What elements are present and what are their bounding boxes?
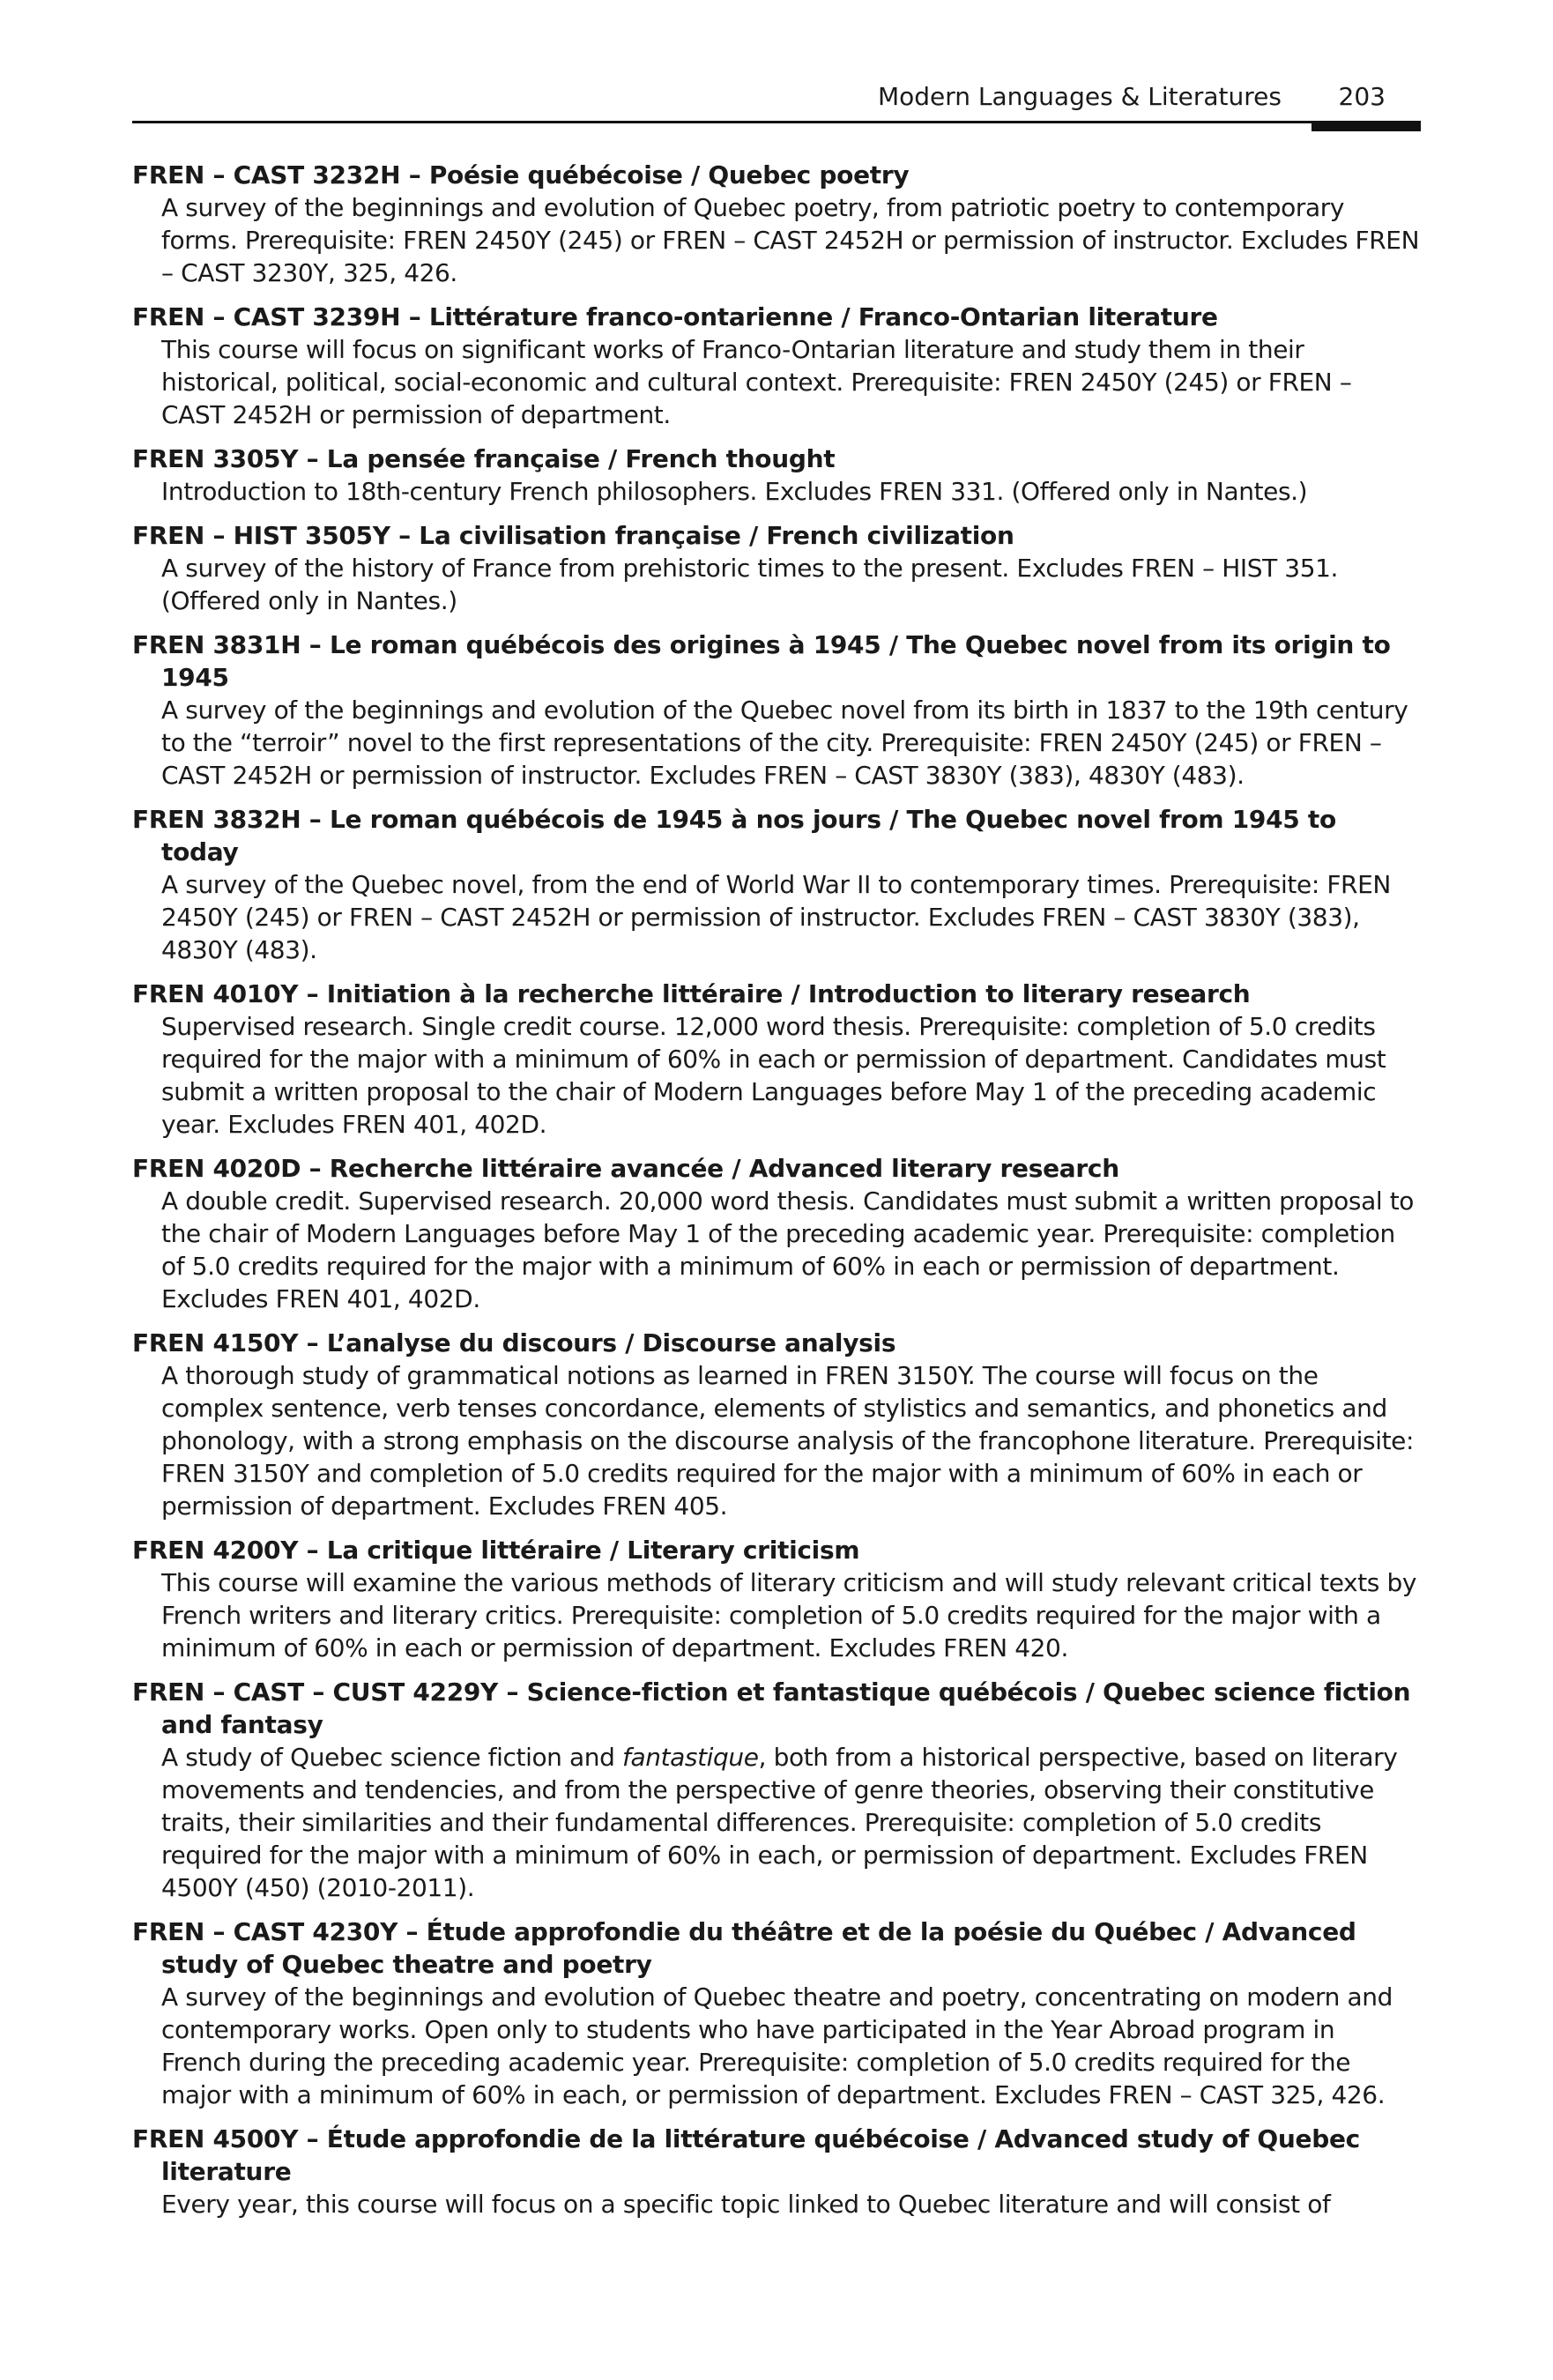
page-header — [132, 81, 1421, 123]
course-entry — [132, 2123, 1421, 2220]
header-tab-marker — [1312, 121, 1421, 131]
course-entry — [132, 301, 1421, 431]
course-description: A survey of the history of France from prehistoric times to the present. Excludes FREN – HIST 351. (Offered only in Nantes.) — [161, 554, 1339, 615]
course-title: FREN – HIST 3505Y – La civilisation française / French civilization — [132, 521, 1014, 550]
course-title: FREN 4150Y – L’analyse du discours / Discourse analysis — [132, 1328, 896, 1357]
course-title: FREN 3305Y – La pensée française / French thought — [132, 444, 836, 473]
course-title: FREN – CAST 3232H – Poésie québécoise / Quebec poetry — [132, 160, 910, 190]
course-title: FREN – CAST 3239H – Littérature franco-ontarienne / Franco-Ontarian literature — [132, 302, 1218, 331]
course-description: A double credit. Supervised research. 20,000 word thesis. Candidates must submit a written proposal to the chair of Modern Languages before May 1 of the preceding academic year. Prerequisite: completion of 5.0 credits required for the major with a minimum of 60% in each or permission of department. Excludes FREN 401, 402D. — [161, 1186, 1415, 1313]
course-entry — [132, 978, 1421, 1141]
header-rule — [132, 121, 1421, 123]
course-title: FREN 4200Y – La critique littéraire / Literary criticism — [132, 1536, 860, 1565]
course-description: A survey of the Quebec novel, from the end of World War II to contemporary times. Prerequisite: FREN 2450Y (245) or FREN – CAST 2452H or permission of instructor. Excludes FREN – CAST 3830Y (383), 4830Y (483). — [161, 870, 1391, 964]
course-description: This course will focus on significant works of Franco-Ontarian literature and study them in their historical, political, social-economic and cultural context. Prerequisite: FREN 2450Y (245) or FREN – CAST 2452H or permission of department. — [161, 335, 1352, 429]
course-title: FREN – CAST – CUST 4229Y – Science-fiction et fantastique québécois / Quebec science fiction and fantasy — [132, 1677, 1411, 1739]
course-entry — [132, 443, 1421, 508]
course-entry — [132, 803, 1421, 966]
course-description: A survey of the beginnings and evolution of Quebec poetry, from patriotic poetry to contemporary forms. Prerequisite: FREN 2450Y (245) or FREN – CAST 2452H or permission of instructor. Excludes FREN – CAST 3230Y, 325, 426. — [161, 193, 1420, 287]
course-entry — [132, 1152, 1421, 1315]
course-title: FREN 3831H – Le roman québécois des origines à 1945 / The Quebec novel from its origin to 1945 — [132, 630, 1391, 692]
section-title: Modern Languages & Literatures — [877, 82, 1282, 111]
course-title: FREN 3832H – Le roman québécois de 1945 à nos jours / The Quebec novel from 1945 to today — [132, 805, 1336, 866]
course-title: FREN – CAST 4230Y – Étude approfondie du théâtre et de la poésie du Québec / Advanced study of Quebec theatre and poetry — [132, 1917, 1356, 1979]
description-text: A study of Quebec science fiction and — [161, 1743, 623, 1772]
course-description: Every year, this course will focus on a specific topic linked to Quebec literature and will consist of — [161, 2190, 1331, 2219]
course-title: FREN 4020D – Recherche littéraire avancée / Advanced literary research — [132, 1154, 1119, 1183]
course-entry — [132, 1915, 1421, 2111]
course-description: A survey of the beginnings and evolution of Quebec theatre and poetry, concentrating on modern and contemporary works. Open only to students who have participated in the Year Abroad program in French during the preceding academic year. Prerequisite: completion of 5.0 credits required for the major with a minimum of 60% in each, or permission of department. Excludes FREN – CAST 325, 426. — [161, 1982, 1393, 2109]
course-entry — [132, 159, 1421, 289]
course-entry — [132, 1534, 1421, 1664]
course-description: Introduction to 18th-century French philosophers. Excludes FREN 331. (Offered only in Nantes.) — [161, 477, 1308, 506]
page-number: 203 — [1338, 82, 1386, 111]
course-title: FREN 4010Y – Initiation à la recherche littéraire / Introduction to literary research — [132, 979, 1251, 1008]
course-entry — [132, 1676, 1421, 1904]
course-description: A survey of the beginnings and evolution of the Quebec novel from its birth in 1837 to the 19th century to the “terroir” novel to the first representations of the city. Prerequisite: FREN 2450Y (245) or FREN – CAST 2452H or permission of instructor. Excludes FREN – CAST 3830Y (383), 4830Y (483). — [161, 695, 1408, 790]
course-entry — [132, 1327, 1421, 1522]
course-entry — [132, 519, 1421, 617]
course-description — [132, 1741, 1421, 1904]
course-title: FREN 4500Y – Étude approfondie de la littérature québécoise / Advanced study of Quebec literature — [132, 2124, 1360, 2186]
course-description: A thorough study of grammatical notions as learned in FREN 3150Y. The course will focus on the complex sentence, verb tenses concordance, elements of stylistics and semantics, and phonetics and phonology, with a strong emphasis on the discourse analysis of the francophone literature. Prerequisite: FREN 3150Y and completion of 5.0 credits required for the major with a minimum of 60% in each or permission of department. Excludes FREN 405. — [161, 1361, 1415, 1521]
course-description: This course will examine the various methods of literary criticism and will study relevant critical texts by French writers and literary critics. Prerequisite: completion of 5.0 credits required for the major with a minimum of 60% in each or permission of department. Excludes FREN 420. — [161, 1568, 1417, 1662]
description-text: , both from a historical perspective, based on literary movements and tendencies, and from the perspective of genre theories, observing their constitutive traits, their similarities and their fundamental differences. Prerequisite: completion of 5.0 credits required for the major with a minimum of 60% in each, or permission of department. Excludes FREN 4500Y (450) (2010-2011). — [161, 1743, 1398, 1902]
course-entry — [132, 628, 1421, 792]
course-description: Supervised research. Single credit course. 12,000 word thesis. Prerequisite: completion of 5.0 credits required for the major with a minimum of 60% in each or permission of department. Candidates must submit a written proposal to the chair of Modern Languages before May 1 of the preceding academic year. Excludes FREN 401, 402D. — [161, 1012, 1386, 1139]
description-italic-term: fantastique — [622, 1743, 759, 1772]
course-list — [132, 159, 1421, 2232]
